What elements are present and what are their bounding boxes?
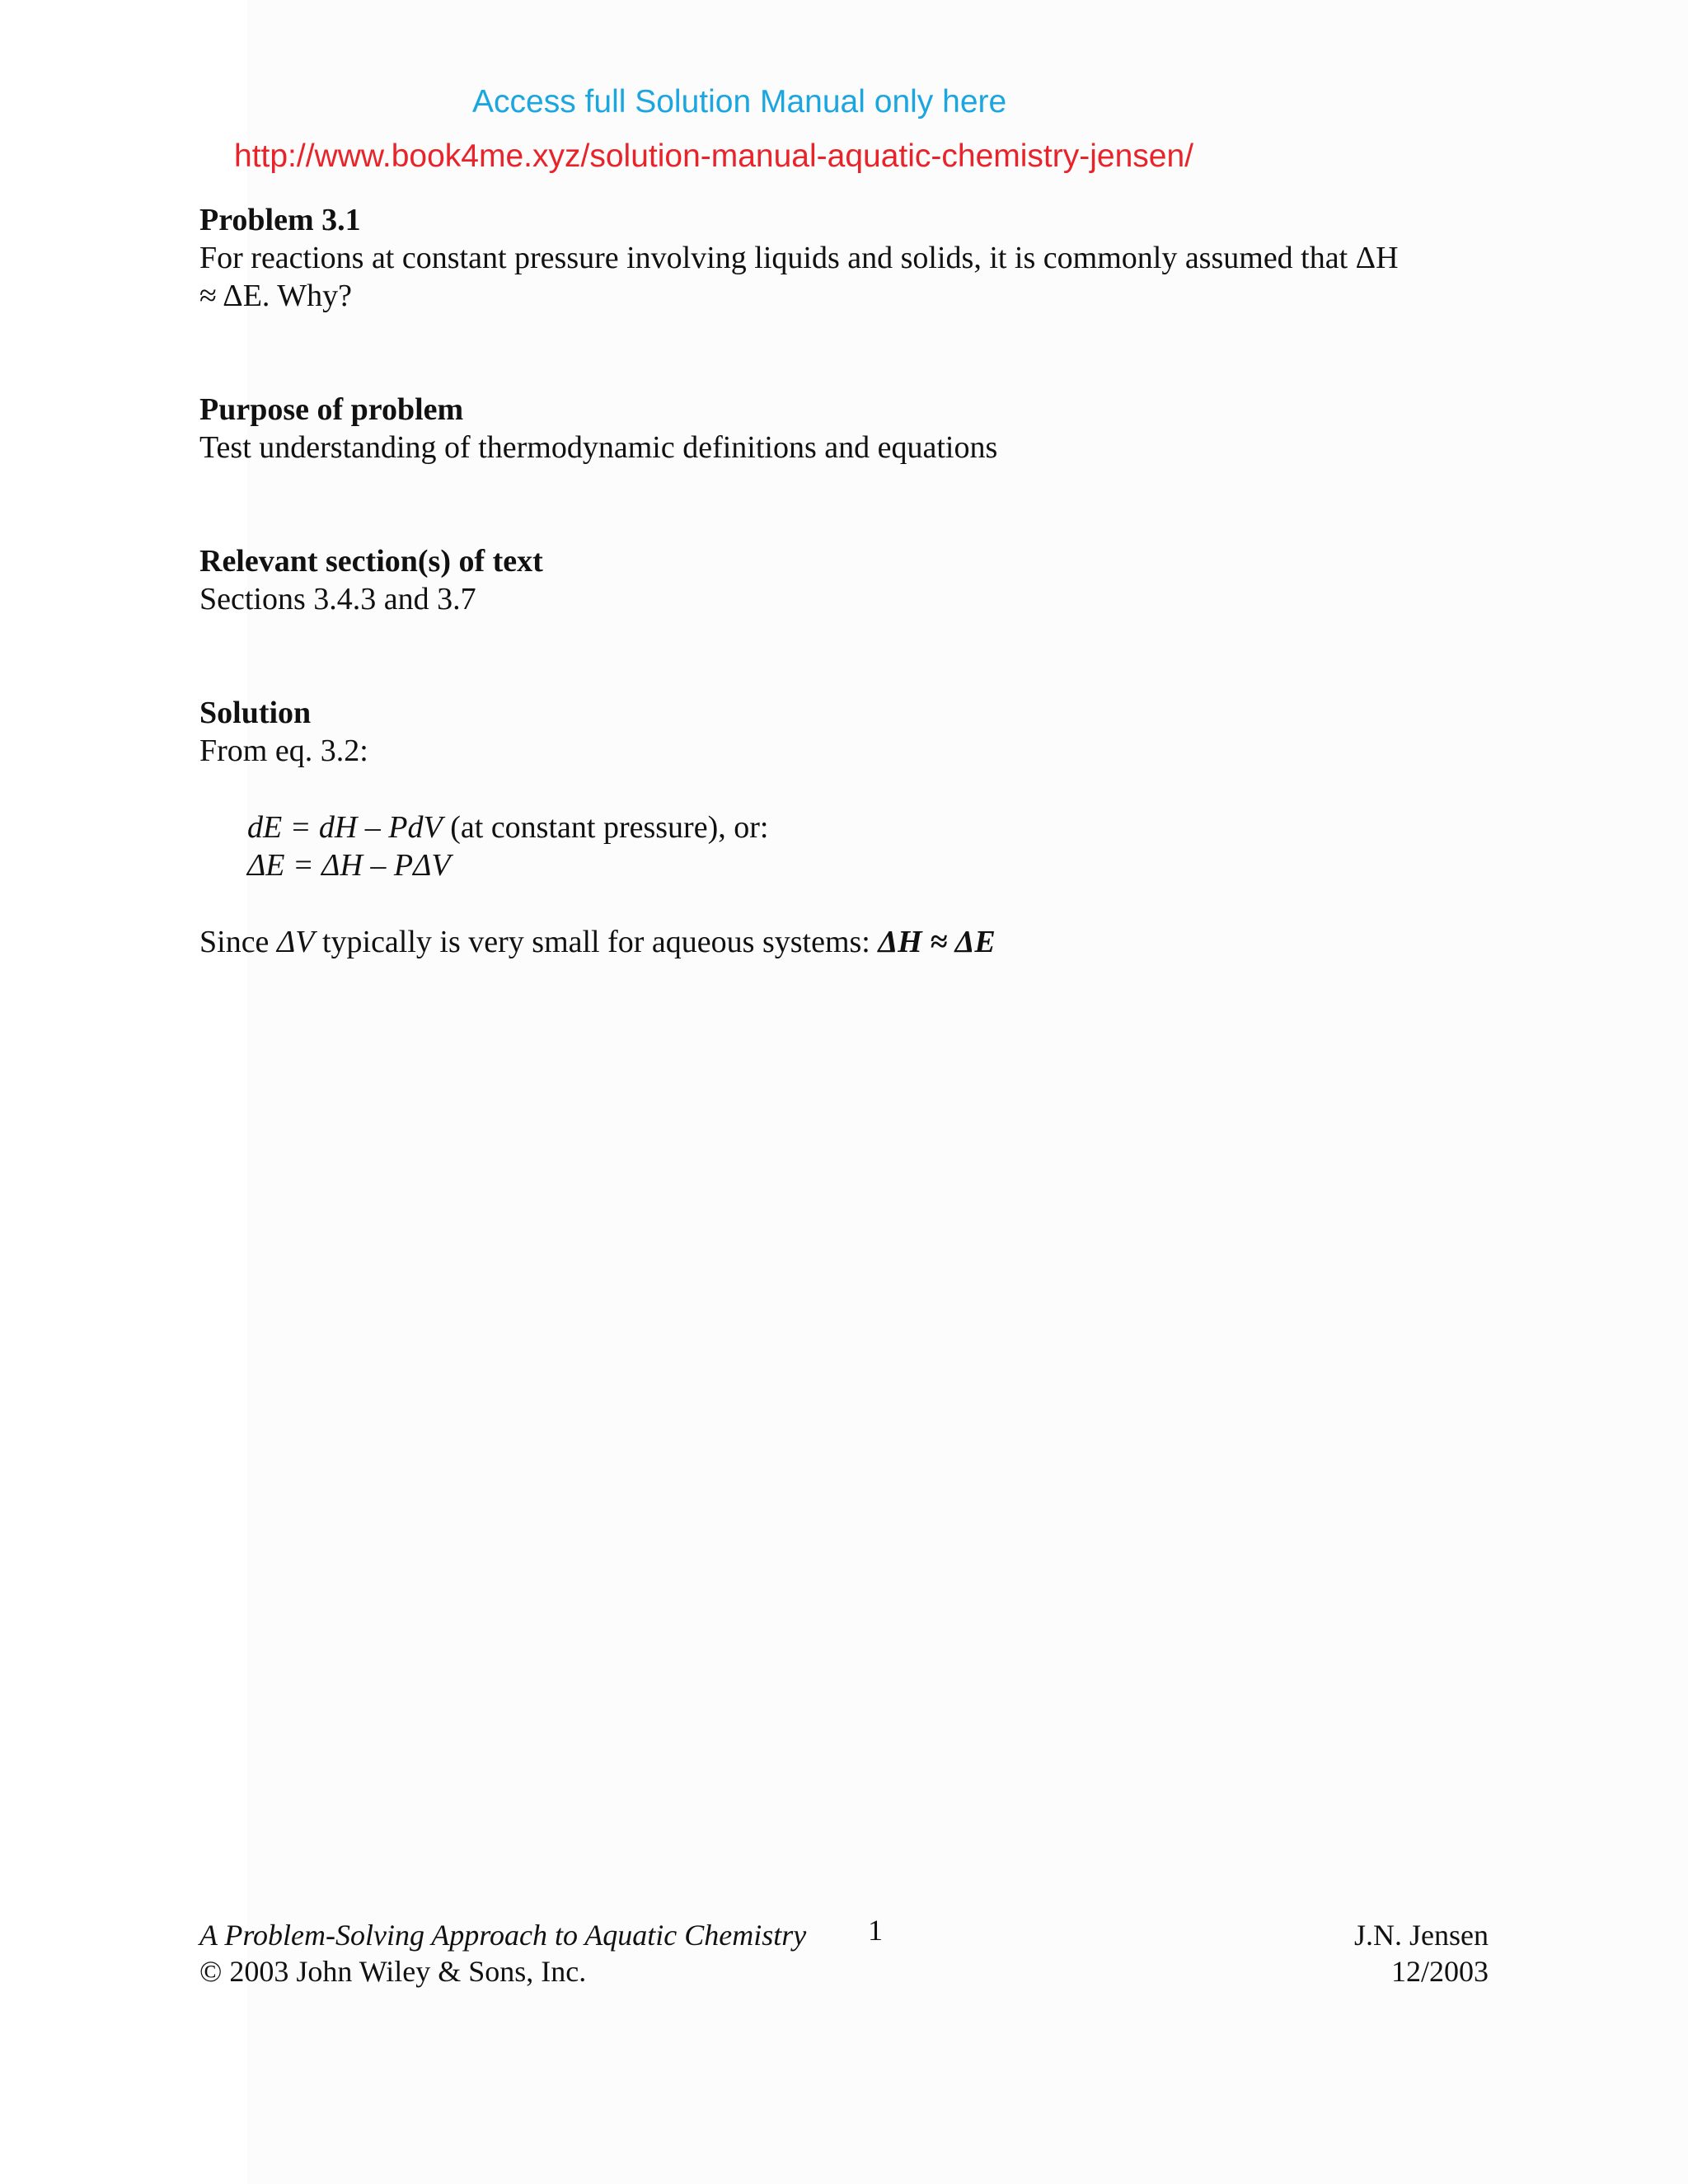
problem-text-line-1: For reactions at constant pressure involving liquids and solids, it is commonly assumed that ΔH	[199, 241, 1399, 275]
conclusion-variable: ΔV	[276, 925, 315, 959]
footer-copyright: © 2003 John Wiley & Sons, Inc.	[199, 1955, 587, 1988]
solution-manual-link[interactable]: http://www.book4me.xyz/solution-manual-aquatic-chemistry-jensen/	[234, 138, 1194, 174]
footer-date: 12/2003	[1390, 1955, 1489, 1988]
conclusion-middle: typically is very small for aqueous systems:	[314, 925, 879, 959]
problem-section	[199, 201, 1399, 315]
solution-section	[199, 694, 368, 770]
purpose-heading: Purpose of problem	[199, 392, 464, 427]
footer-author: J.N. Jensen	[1354, 1919, 1489, 1952]
relevant-section	[199, 542, 543, 618]
conclusion-result: ΔH ≈ ΔE	[878, 925, 996, 959]
solution-conclusion	[199, 923, 996, 961]
problem-text-line-2: ≈ ΔE. Why?	[199, 279, 352, 313]
equation-2	[247, 846, 451, 884]
equation-1-note: (at constant pressure), or:	[442, 810, 769, 845]
purpose-section	[199, 391, 997, 466]
equation-2-expression: ΔE = ΔH – PΔV	[247, 848, 451, 883]
problem-heading: Problem 3.1	[199, 203, 361, 237]
equation-1-expression: dE = dH – PdV	[247, 810, 443, 845]
conclusion-prefix: Since	[199, 925, 277, 959]
relevant-text: Sections 3.4.3 and 3.7	[199, 582, 476, 616]
purpose-text: Test understanding of thermodynamic definitions and equations	[199, 430, 998, 465]
solution-heading: Solution	[199, 696, 312, 730]
footer-page-number: 1	[868, 1914, 883, 1947]
relevant-heading: Relevant section(s) of text	[199, 544, 543, 579]
solution-intro: From eq. 3.2:	[199, 733, 368, 768]
equation-1	[247, 808, 768, 846]
footer-left	[199, 1917, 806, 1990]
access-banner-text: Access full Solution Manual only here	[472, 84, 1007, 120]
footer-book-title: A Problem-Solving Approach to Aquatic Chemistry	[199, 1919, 807, 1952]
footer-right	[1354, 1917, 1489, 1990]
